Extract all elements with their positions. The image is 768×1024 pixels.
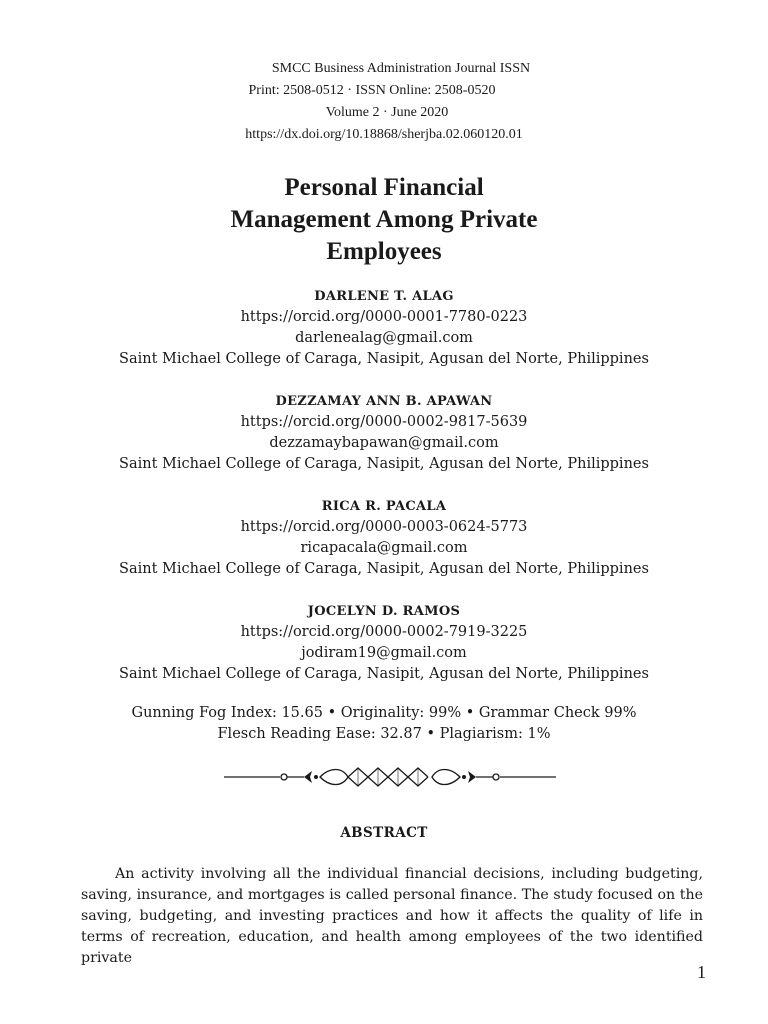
author-name: DEZZAMAY ANN B. APAWAN <box>275 394 493 409</box>
author-list <box>0 286 768 706</box>
metrics-line-2: Flesch Reading Ease: 32.87 • Plagiarism: 1% <box>217 726 551 742</box>
author-affiliation: Saint Michael College of Caraga, Nasipit, Agusan del Norte, Philippines <box>119 456 649 472</box>
abstract-heading: ABSTRACT <box>340 825 428 841</box>
author-orcid-link[interactable]: https://orcid.org/0000-0001-7780-0223 <box>240 309 528 325</box>
author-email[interactable]: darlenealag@gmail.com <box>295 330 473 346</box>
author-email[interactable]: ricapacala@gmail.com <box>300 540 468 556</box>
metrics-line-1: Gunning Fog Index: 15.65 • Originality: 99% • Grammar Check 99% <box>131 705 637 721</box>
journal-issn: Print: 2508-0512 · ISSN Online: 2508-0520 <box>248 83 496 98</box>
author-orcid-link[interactable]: https://orcid.org/0000-0002-7919-3225 <box>240 624 528 640</box>
journal-name: SMCC Business Administration Journal ISSN <box>271 61 531 76</box>
journal-volume: Volume 2 · June 2020 <box>325 105 449 120</box>
journal-header <box>0 58 768 146</box>
page-number: 1 <box>697 962 706 982</box>
author-affiliation: Saint Michael College of Caraga, Nasipit, Agusan del Norte, Philippines <box>119 561 649 577</box>
paper-title <box>0 172 768 268</box>
readability-metrics <box>0 703 768 745</box>
author-affiliation: Saint Michael College of Caraga, Nasipit, Agusan del Norte, Philippines <box>119 351 649 367</box>
author-email[interactable]: jodiram19@gmail.com <box>301 645 467 661</box>
abstract-text: An activity involving all the individual financial decisions, including budgeting, saving, insurance, and mortgages is called personal finance. The study focused on the saving, budgeting, and investing practices and how it affects the quality of life in terms of recreation, education, and health among employees of the two identified private <box>81 866 703 966</box>
author-name: DARLENE T. ALAG <box>314 289 454 304</box>
author-email[interactable]: dezzamaybapawan@gmail.com <box>269 435 499 451</box>
author-name: RICA R. PACALA <box>321 499 447 514</box>
title-line-1: Personal Financial <box>284 174 484 201</box>
author-orcid-link[interactable]: https://orcid.org/0000-0003-0624-5773 <box>240 519 528 535</box>
title-line-2: Management Among Private <box>230 206 538 233</box>
author-block <box>0 286 768 370</box>
author-orcid-link[interactable]: https://orcid.org/0000-0002-9817-5639 <box>240 414 528 430</box>
author-block <box>0 391 768 475</box>
journal-doi-link[interactable]: https://dx.doi.org/10.18868/sherjba.02.060120.01 <box>245 127 523 142</box>
ornament-divider-icon <box>224 762 556 792</box>
author-name: JOCELYN D. RAMOS <box>307 604 461 619</box>
author-affiliation: Saint Michael College of Caraga, Nasipit, Agusan del Norte, Philippines <box>119 666 649 682</box>
title-line-3: Employees <box>326 238 442 265</box>
author-block <box>0 601 768 685</box>
author-block <box>0 496 768 580</box>
